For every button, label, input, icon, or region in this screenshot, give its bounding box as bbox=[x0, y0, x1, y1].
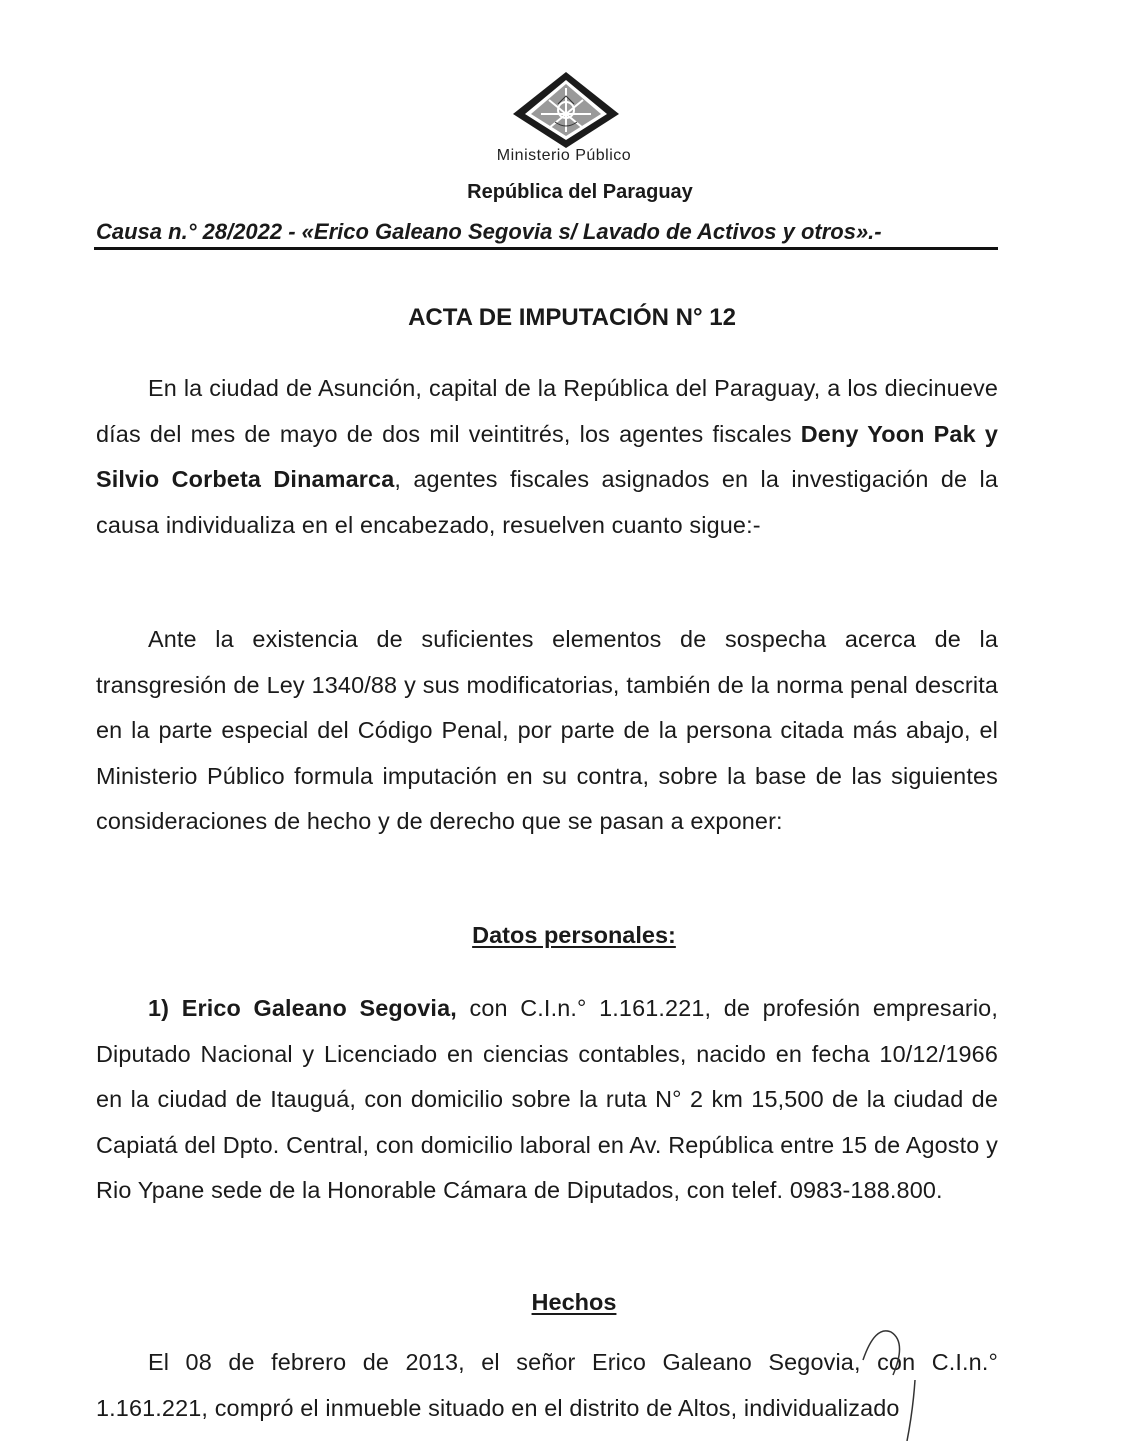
section-facts-heading: Hechos bbox=[531, 1289, 617, 1315]
ministerio-publico-logo bbox=[511, 70, 621, 150]
facts-text: El 08 de febrero de 2013, el señor Erico Galeano Segovia, con C.I.n.° 1.161.221, compró el inmueble situado en el distrito de Altos, individualizado bbox=[96, 1349, 998, 1421]
intro-paragraph bbox=[96, 366, 998, 548]
considerations-paragraph bbox=[96, 617, 998, 845]
accused-name: 1) Erico Galeano Segovia, bbox=[148, 995, 457, 1021]
case-reference: Causa n.° 28/2022 - «Erico Galeano Segovia s/ Lavado de Activos y otros».- bbox=[96, 219, 882, 244]
header-divider bbox=[94, 247, 998, 250]
republic-name: República del Paraguay bbox=[467, 181, 693, 203]
considerations-text: Ante la existencia de suficientes elementos de sospecha acerca de la transgresión de Ley 1340/88 y sus modificatorias, también de la norma penal descrita en la parte especial del Código Penal, por parte de la persona citada más abajo, el Ministerio Público formula imputación en su contra, sobre la base de las siguientes consideraciones de hecho y de derecho que se pasan a exponer: bbox=[96, 626, 998, 834]
personal-data-paragraph bbox=[96, 986, 998, 1214]
document-title: ACTA DE IMPUTACIÓN N° 12 bbox=[408, 304, 736, 331]
intro-text-start: En la ciudad de Asunción, capital de la República del Paraguay, a los diecinueve días del mes de mayo de dos mil veintitrés, los agentes fiscales bbox=[96, 375, 998, 447]
handwritten-mark bbox=[855, 1320, 925, 1441]
prosecutors-names: Deny Yoon Pak y Silvio Corbeta Dinamarca bbox=[96, 420, 998, 492]
personal-data-text: con C.I.n.° 1.161.221, de profesión empresario, Diputado Nacional y Licenciado en ciencias contables, nacido en fecha 10/12/1966 en la ciudad de Itauguá, con domicilio sobre la ruta N° 2 km 15,500 de la ciudad de Capiatá del Dpto. Central, con domicilio laboral en Av. República entre 15 de Agosto y Rio Ypane sede de la Honorable Cámara de Diputados, con telef. 0983-188.800. bbox=[96, 995, 998, 1203]
section-personal-data-heading: Datos personales: bbox=[472, 922, 676, 948]
ministry-name: Ministerio Público bbox=[496, 147, 632, 164]
intro-text-end: , agentes fiscales asignados en la investigación de la causa individualiza en el encabezado, resuelven cuanto sigue:- bbox=[96, 466, 998, 538]
